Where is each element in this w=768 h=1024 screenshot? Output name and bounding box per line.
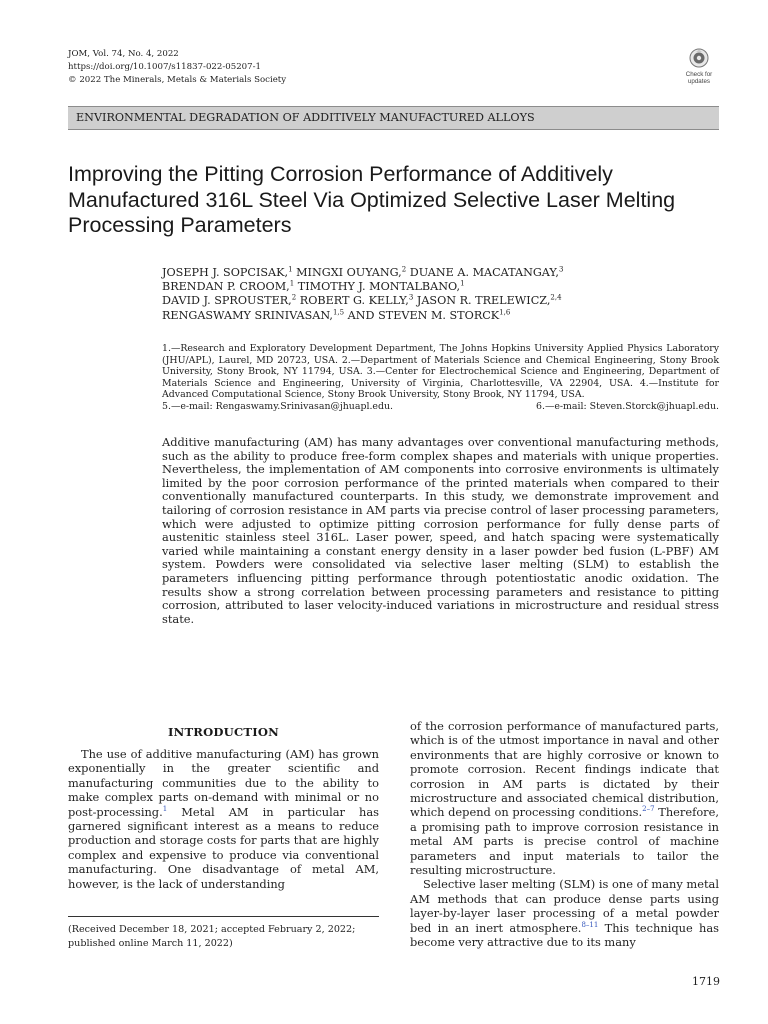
author: JASON R. TRELEWICZ,$^{2,4}$ (416, 293, 562, 308)
author: ROBERT G. KELLY,$^3$ (299, 293, 414, 308)
paragraph: The use of additive manufacturing (AM) has grown exponentially in the greater scientific and manufacturing communities due to the ability to make complex parts on-demand with minimal or no post-processing.$^1$ Metal AM in particular has garnered significant interest as a means to reduce production and storage costs for parts that are highly complex and expensive to produce via conventional manufacturing. One disadvantage of metal AM, however, is the lack of understanding (68, 747, 379, 891)
badge-label (679, 71, 719, 85)
email-srinivasan[interactable]: 5.—e-mail: Rengaswamy.Srinivasan@jhuapl.edu. (162, 400, 393, 412)
email-storck[interactable]: 6.—e-mail: Steven.Storck@jhuapl.edu. (536, 400, 719, 412)
copyright-line: © 2022 The Minerals, Metals & Materials Society (68, 75, 287, 85)
affiliation-text: 1.—Research and Exploratory Development Department, The Johns Hopkins University Applied Physics Laboratory (JHU/APL), Laurel, MD 20723, USA. 2.—Department of Materials Science and Chemical Engineering, Stony Brook University, Stony Brook, NY 11794, USA. 3.—Center for Electrochemical Science and Engineering, Department of Materials Science and Engineering, University of Virginia, Charlottesville, VA 22904, USA. 4.—Institute for Advanced Computational Science, Stony Brook University, Stony Brook, NY 11794, USA. (162, 343, 719, 401)
check-for-updates-badge[interactable] (679, 48, 719, 88)
article-metadata (68, 48, 286, 87)
author: BRENDAN P. CROOM,$^1$ (162, 279, 295, 294)
right-column (410, 719, 719, 950)
author: DUANE A. MACATANGAY,$^3$ (409, 265, 564, 279)
author: AND STEVEN M. STORCK$^{1,6}$ (347, 307, 511, 322)
author: RENGASWAMY SRINIVASAN,$^{1,5}$ (162, 307, 345, 322)
abstract: Additive manufacturing (AM) has many advantages over conventional manufacturing methods, such as the ability to produce free-form complex shapes and materials with unique properties. Nevertheless, the implementation of AM components into corrosive environments is ultimately limited by the poor corrosion performance of the printed materials when compared to their conventionally manufactured counterparts. In this study, we demonstrate improvement and tailoring of corrosion resistance in AM parts via precise control of laser processing parameters, which were adjusted to optimize pitting corrosion performance for fully dense parts of austenitic stainless steel 316L. Laser power, speed, and hatch spacing were systematically varied while maintaining a constant energy density in a laser powder bed fusion (L-PBF) AM system. Powders were consolidated via selective laser melting (SLM) to establish the parameters influencing pitting performance through potentiostatic anodic oxidation. The results show a strong correlation between processing parameters and resistance to pitting corrosion, attributed to laser velocity-induced variations in microstructure and residual stress state. (162, 435, 719, 626)
author: JOSEPH J. SOPCISAK,$^1$ (162, 265, 293, 279)
citation-link[interactable]: 2–7 (642, 805, 655, 814)
check-updates-icon (689, 48, 709, 70)
section-banner: ENVIRONMENTAL DEGRADATION OF ADDITIVELY MANUFACTURED ALLOYS (68, 106, 719, 130)
paragraph: of the corrosion performance of manufactured parts, which is of the utmost importance in naval and other environments that are highly corrosive or known to promote corrosion. Recent findings indicate that corrosion in AM parts is dictated by their microstructure and associated chemical distribution, which depend on processing conditions.$^{2-7}$ Therefore, a promising path to improve corrosion resistance in metal AM parts is precise control of machine parameters and input materials to tailor the resulting microstructure. (410, 719, 719, 878)
left-column (68, 747, 379, 891)
paragraph: Selective laser melting (SLM) is one of many metal AM methods that can produce dense parts using layer-by-layer laser processing of a metal powder bed in an inert atmosphere.$^{8-11}$ This technique has become very attractive due to its many (410, 877, 719, 950)
doi-link[interactable]: https://doi.org/10.1007/s11837-022-05207-1 (68, 62, 261, 72)
author-list (162, 266, 632, 323)
badge-label-line1: Check for (685, 71, 713, 78)
journal-citation: JOM, Vol. 74, No. 4, 2022 (68, 49, 179, 59)
author: TIMOTHY J. MONTALBANO,$^1$ (297, 279, 465, 294)
author: DAVID J. SPROUSTER,$^2$ (162, 293, 297, 308)
page-number: 1719 (692, 975, 720, 988)
received-dates: (Received December 18, 2021; accepted February 2, 2022; published online March 11, 2022) (68, 924, 356, 949)
citation-link[interactable]: 8–11 (581, 920, 599, 929)
footnote-divider (68, 916, 379, 917)
badge-label-line2: updates (687, 78, 711, 85)
citation-link[interactable]: 1 (162, 804, 168, 813)
section-heading-introduction: INTRODUCTION (168, 725, 279, 739)
article-title: Improving the Pitting Corrosion Performance of Additively Manufactured 316L Steel Via Optimized Selective Laser Melting Processing Parameters (68, 162, 676, 237)
author: MINGXI OUYANG,$^2$ (296, 265, 407, 279)
affiliations (162, 343, 719, 413)
email-line (162, 401, 719, 413)
